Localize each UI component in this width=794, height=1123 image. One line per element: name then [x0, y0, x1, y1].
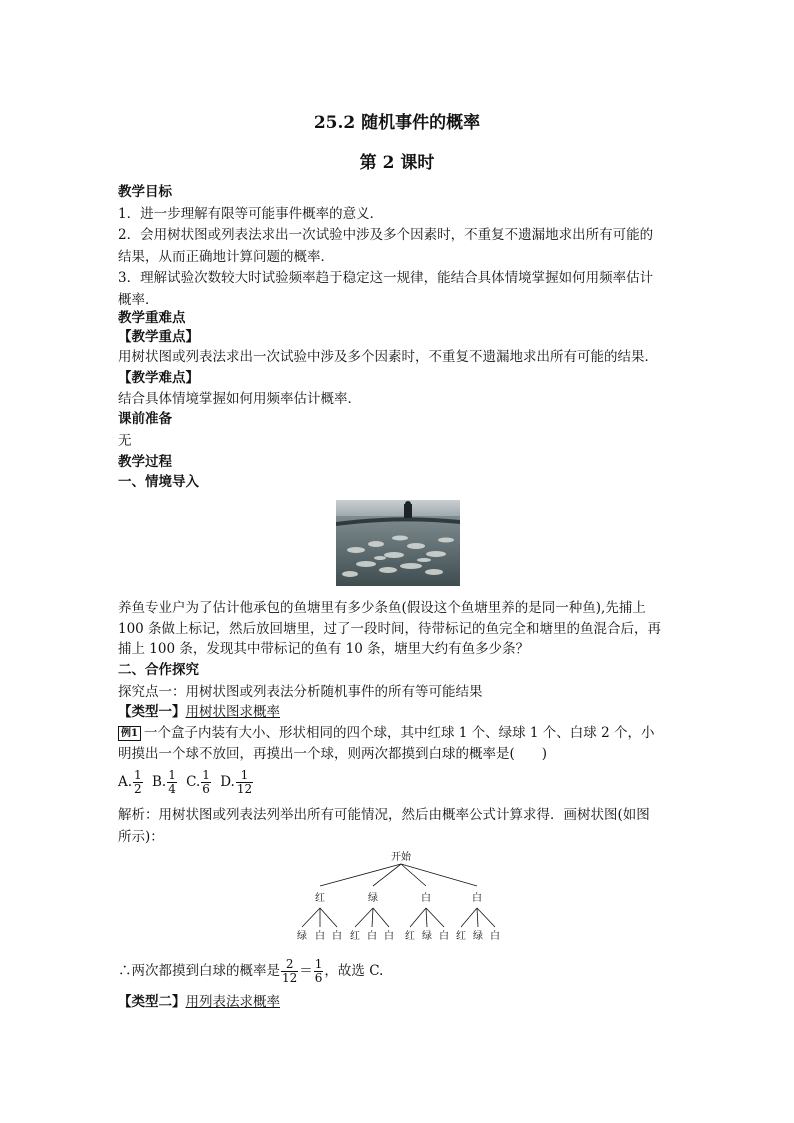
example-text: 一个盒子内装有大小、形状相同的四个球，其中红球 1 个、绿球 1 个、白球 2 个，小	[143, 725, 655, 741]
type1-text: 用树状图求概率	[185, 704, 280, 720]
prep-heading: 课前准备	[118, 411, 172, 427]
goal-line: 2．会用树状图或列表法求出一次试验中涉及多个因素时，不重复不遗漏地求出所有可能的	[118, 227, 654, 243]
goal-line: 概率．	[118, 292, 159, 308]
tree-leaf: 绿	[422, 931, 432, 942]
option-b: B. $\frac{1}{4}$	[151, 768, 176, 796]
tree-leaf: 绿	[473, 931, 483, 942]
conclusion-line	[118, 956, 383, 986]
option-c: C. $\frac{1}{6}$	[186, 768, 210, 796]
type2-label: 【类型二】	[118, 994, 186, 1010]
explore-point: 探究点一：用树状图或列表法分析随机事件的所有等可能结果	[118, 684, 483, 700]
tree-root: 开始	[391, 852, 411, 863]
answer-options	[118, 767, 254, 797]
tree-leaf: 白	[367, 931, 377, 942]
conclusion-suffix: ，故选 C.	[324, 963, 384, 979]
type1-heading	[118, 701, 280, 723]
tree-leaf: 绿	[297, 931, 307, 942]
tree-leaf: 白	[384, 931, 394, 942]
tree-leaf: 白	[439, 931, 449, 942]
goal-line: 结果，从而正确地计算问题的概率．	[118, 249, 334, 265]
example-line: 明摸出一个球不放回，再摸出一个球，则两次都摸到白球的概率是( )	[118, 746, 548, 762]
intro-paragraph-line: 养鱼专业户为了估计他承包的鱼塘里有多少条鱼(假设这个鱼塘里养的是同一种鱼),先捕上	[118, 600, 646, 616]
probability-tree-diagram	[286, 850, 516, 945]
page-subtitle: 第 2 课时	[359, 153, 435, 173]
tree-leaf: 红	[350, 931, 360, 942]
conclusion-equals: ＝	[299, 963, 313, 979]
goals-heading: 教学目标	[118, 184, 172, 200]
goal-line: 1．进一步理解有限等可能事件概率的意义．	[118, 206, 384, 222]
key-point-label: 【教学重点】	[118, 329, 199, 345]
example-line	[118, 722, 654, 744]
tree-leaf: 红	[405, 931, 415, 942]
difficulty-label: 【教学难点】	[118, 370, 199, 386]
tree-leaf: 白	[315, 931, 325, 942]
intro-heading: 一、情境导入	[118, 474, 199, 490]
page-title: 25.2 随机事件的概率	[313, 113, 481, 133]
coop-heading: 二、合作探究	[118, 662, 199, 678]
option-a: A. $\frac{1}{2}$	[118, 768, 142, 796]
intro-paragraph-line: 100 条做上标记，然后放回塘里，过了一段时间，待带标记的鱼完全和塘里的鱼混合后，再	[118, 621, 662, 637]
tree-node-level1: 绿	[368, 893, 378, 904]
type2-heading	[118, 991, 280, 1013]
key-heading: 教学重难点	[118, 310, 186, 326]
option-d: D. $\frac{1}{12}$	[220, 768, 253, 796]
key-point-text: 用树状图或列表法求出一次试验中涉及多个因素时，不重复不遗漏地求出所有可能的结果．	[118, 349, 658, 365]
goal-line: 3．理解试验次数较大时试验频率趋于稳定这一规律，能结合具体情境掌握如何用频率估计	[118, 270, 654, 286]
conclusion-fraction: $\frac{1}{6}$	[314, 957, 323, 985]
tree-node-level1: 白	[421, 893, 431, 904]
type2-text: 用列表法求概率	[185, 994, 280, 1010]
intro-paragraph-line: 捕上 100 条，发现其中带标记的鱼有 10 条，塘里大约有鱼多少条？	[118, 641, 530, 657]
difficulty-text: 结合具体情境掌握如何用频率估计概率．	[118, 391, 361, 407]
conclusion-prefix: ∴两次都摸到白球的概率是	[118, 963, 280, 979]
process-heading: 教学过程	[118, 454, 172, 470]
tree-node-level1: 红	[315, 893, 325, 904]
fish-pond-photo	[336, 500, 460, 586]
tree-leaf: 白	[332, 931, 342, 942]
conclusion-fraction: $\frac{2}{12}$	[282, 957, 298, 985]
example-badge: 例1	[118, 726, 141, 741]
type1-label: 【类型一】	[118, 704, 186, 720]
tree-leaf: 白	[490, 931, 500, 942]
tree-leaf: 红	[456, 931, 466, 942]
tree-edges	[302, 864, 495, 927]
prep-text: 无	[118, 433, 132, 449]
fish-pond-photo-icon	[336, 500, 460, 586]
analysis-line: 所示)：	[118, 829, 164, 845]
tree-node-level1: 白	[472, 893, 482, 904]
analysis-line: 解析：用树状图或列表法列举出所有可能情况，然后由概率公式计算求得．画树状图(如图	[118, 807, 650, 823]
